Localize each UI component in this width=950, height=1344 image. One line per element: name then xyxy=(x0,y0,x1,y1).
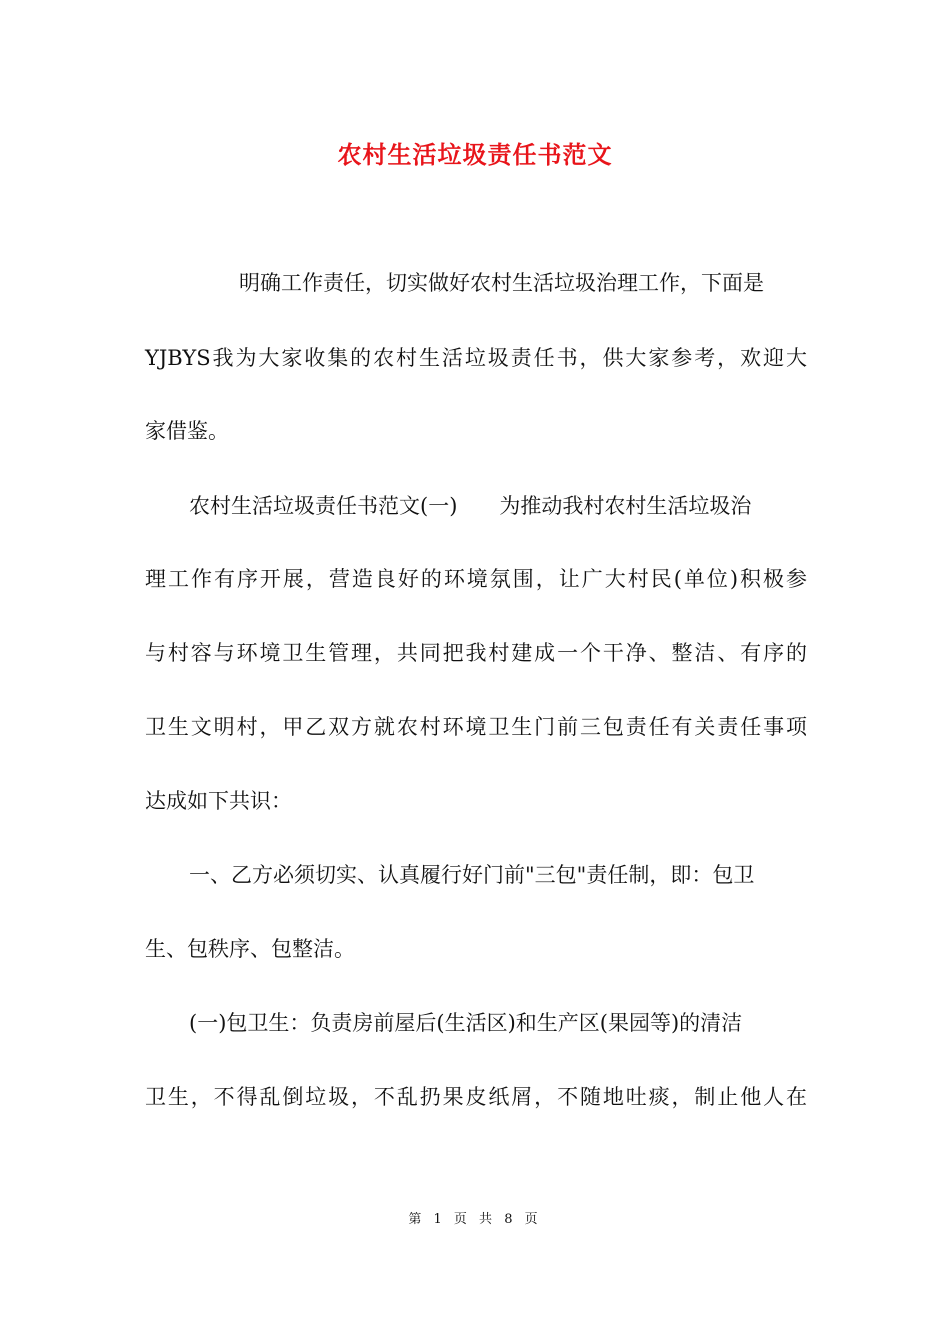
paragraph-line: 生、包秩序、包整洁。 xyxy=(145,937,355,961)
paragraph-line: 达成如下共识： xyxy=(145,789,292,813)
paragraph-line: 卫生文明村，甲乙双方就农村环境卫生门前三包责任有关责任事项 xyxy=(145,715,807,739)
paragraph-line: 明确工作责任，切实做好农村生活垃圾治理工作，下面是 xyxy=(239,271,764,295)
page-number-footer: 第 1 页 共 8 页 xyxy=(408,1212,542,1227)
paragraph-line: 与村容与环境卫生管理，共同把我村建成一个干净、整洁、有序的 xyxy=(145,641,807,665)
paragraph-line: (一)包卫生：负责房前屋后(生活区)和生产区(果园等)的清洁 xyxy=(189,1011,743,1035)
document-title: 农村生活垃圾责任书范文 xyxy=(337,140,613,169)
paragraph-line: YJBYS我为大家收集的农村生活垃圾责任书，供大家参考，欢迎大 xyxy=(145,346,807,370)
paragraph-line: 一、乙方必须切实、认真履行好门前"三包"责任制，即：包卫 xyxy=(189,863,755,887)
paragraph-line: 农村生活垃圾责任书范文(一) 为推动我村农村生活垃圾治 xyxy=(189,494,752,518)
paragraph-line: 理工作有序开展，营造良好的环境氛围，让广大村民(单位)积极参 xyxy=(145,567,807,591)
paragraph-line: 卫生，不得乱倒垃圾，不乱扔果皮纸屑，不随地吐痰，制止他人在 xyxy=(145,1085,807,1109)
paragraph-line: 家借鉴。 xyxy=(145,419,229,443)
